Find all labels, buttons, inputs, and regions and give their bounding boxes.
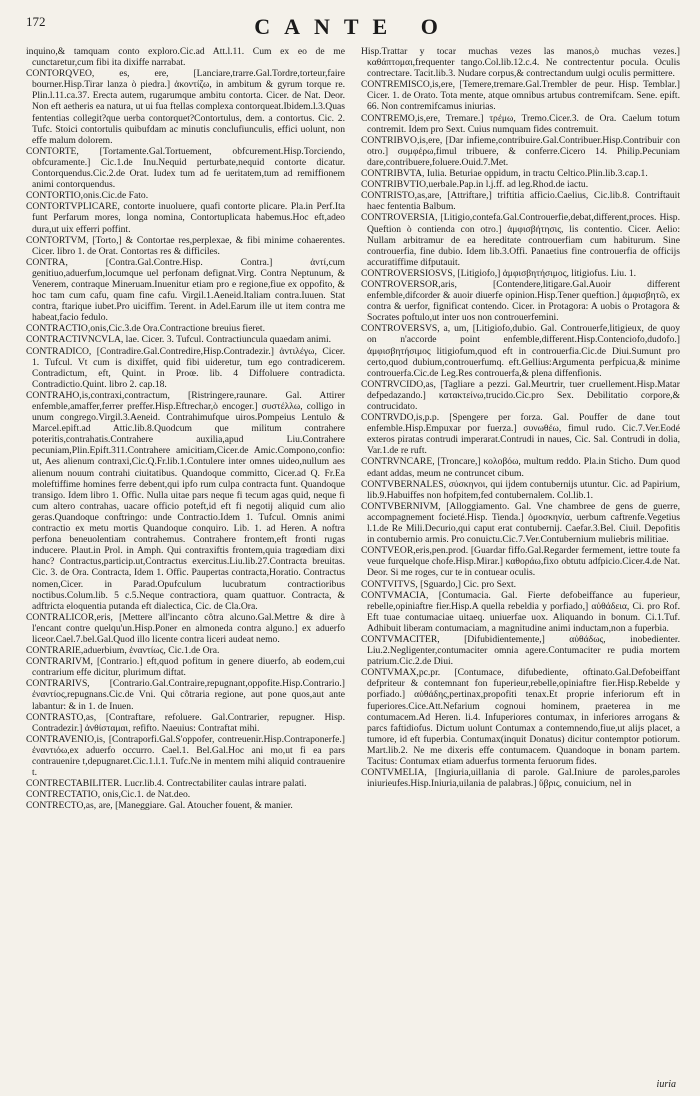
dictionary-entry: CONTVITVS, [Sguardo,] Cic. pro Sext.: [361, 578, 517, 590]
dictionary-entry: CONTORTE, [Tortamente.Gal.Tortuement, obfcurement.Hisp.Torciendo, obfcuramente.] Cic.1.de Inu.Nequid perturbate,nequid contorte dicatur. Contorquendus.Cic.2.de Orat. Iudex tum ad fe ueritatem,tum ad remiffionem animi contorquendus.: [26, 145, 345, 191]
dictionary-entry: CONTRAVENIO,is, [Contraporfi.Gal.S'oppofer, contreuenir.Hisp.Contraponerfe.] ἐναντιόω,ex aduerfo occurro. Cael.1. Bel.Gal.Hoc ani mo,ut fi ea pars contrauenire t,depugnaret.Cic.1.l.1. Tufc.Ne in mentem mihi aliquid contrauenire t.: [26, 733, 345, 779]
dictionary-entry: CONTRISTO,as,are, [Attriftare,] triftitia afficio.Caelius, Cic.lib.8. Contriftauit haec fententia Balbum.: [361, 190, 680, 213]
dictionary-entry: CONTORTIO,onis.Cic.de Fato.: [26, 190, 149, 202]
dictionary-entry: CONTORTVM, [Torto,] & Contortae res,perplexae, & fibi minime cohaerentes. Cicer. libro 1. de Orat. Contortas res & difficiles.: [26, 234, 345, 257]
dictionary-entry: Hisp.Trattar y tocar muchas vezes las manos,ò muchas vezes.] καθάπτομαι,frequenter tango.Col.lib.12.c.4. Ne contrectentur pocula. Oculis contrectare. Tacit.lib.3. Nudare corpus,& contrectandum uulgi oculis permittere.: [361, 46, 680, 80]
dictionary-entry: CONTREMO,is,ere, Tremare.] τρέμω, Tremo.Cicer.3. de Ora. Caelum totum contremit. Idem pro Sext. Cuius numquam fides contremuit.: [361, 112, 680, 135]
dictionary-entry: CONTVMACIA, [Contumacia. Gal. Fierte defobeiffance au fuperieur, rebelle,opiniaftre fier.Hisp.A quella rebeldia y porfiado,] αὐθάδεια, Ci. pro Rof. Eft tuae contumaciae uitaeq. uniuerfae uox. Aliquando in bonum. Ci.1.Tuf. Adhibuit liberam contumaciam, a magnitudine animi inductam,non a fuperbia.: [361, 589, 680, 634]
dictionary-entry: CONTRAHO,is,contraxi,contractum, [Ristringere,raunare. Gal. Attirer enfemble,amaffer,ferrer preffer.Hisp.Eftrechar,ò encoger.] συστέλλω, colligo in unum congrego.Virgil.3.Aeneid. Contrahimufque uiros.Pompeius Lentulo & Marcel.epift.ad Attic.lib.8.Quodcum que militum contrahere poteritis,contrahatis.Contrahere auxilia,apud Liu.Contrahere pecuniam,Plin.Epift.311.Contrahere amicitiam,Cicer.de Amic.Compono,confio: ut, Aes alienum contraxi,Cic.Q.Fr.lib.1.Contulere inter omnes uideo,nullum aes alienum nouum contrahi ciuitatibus. Quandoque committo, Cicer.ad Q. Fr.Ea moleftiffime homines ferre debent,qui ipfo rum culpa contracta funt. Quandoque transigo. Idem libro 1. Offic. Nulla uitae pars neque fi tecum agas quid, neque fi cum altero contrahas, uacare officio poteft,id eft fi negotij aliquid cum alio geras.Quandoque conftringo: unde Contractio.Idem 1. Tufcul. Omnis animi contractio ex metu mortis Quandoque conquiro. Lib. 1. ad Heren. A noftra perfona beneuolentiam contrahemus. Contrahere frontem,eft fronti rugas inducere. Plaut.in Prol. in Amph. Qui contraxiftis frontem,quia tragœdiam dixi hanc? Contractus,particip.ut,Contractus exercitus.Liu.lib.27.Contracta breuitas. Cic. 3. de Ora. Contracta, Idem 1. Offic. Paupertas contracta,Horatio. Contractus nomen,Cicer. in Parad.Opufculum lucubratum contractioribus noctibus.Colum.lib. 5 c.5.Neque contractiora, quam quattuor. Contracta, & adftricta eloquentia putanda eft dialectica, Cic. de Cla.Ora.: [26, 389, 345, 612]
dictionary-entry: CONTRADICO, [Contradire.Gal.Contredire,Hisp.Contradezir.] ἀντιλέγω, Cicer. 1. Tufcul. Vt cum is dixiffet, quid fibi uideretur, tum ego contradicerem. Contradictum, eft, Quint. in Proœ. lib. 4 Diffoluere contradicta. Contradictio.Quint. libro 2. cap.18.: [26, 345, 345, 390]
dictionary-entry: CONTROVERSIA, [Litigio,contefa.Gal.Controuerfie,debat,different,proces. Hisp. Queftion ò contienda con otro.] ἀμφισβήτησις, lis contentio. Cicer. Aelio: Nullam arbitramur de ea hereditate controuerfiam cum habiturum. Sine controuerfia, fine dubio. Idem lib.3.Offi. Panaetius fine controuerfia de officijs accuratiffime difputauit.: [361, 212, 680, 268]
dictionary-entry: CONTRVCIDO,as, [Tagliare a pezzi. Gal.Meurtrir, tuer cruellement.Hisp.Matar defpedazando.] κατακτείνω,trucido.Cic.pro Sex. Debilitatio corpore,& contrucidato.: [361, 378, 680, 412]
dictionary-entry: CONTVBERNIVM, [Alloggiamento. Gal. Vne chambree de gens de guerre, accompagnement focieté.Hisp. Tienda.] ὁμοσκηνία, uerbum caftrenfe.Vegetius l.1.de Re Mili.Decurio,qui caput erat contubernij. Caefar.3.Bel. Ciuil. Depofitis in contubernio armis. Pro conuictu.Cic.7.Ver.Contubernium muliebris militiae.: [361, 500, 680, 546]
dictionary-entry: CONTRARIE,aduerbium, ἐναντίως, Cic.1.de Ora.: [26, 645, 220, 657]
dictionary-entry: CONTVEOR,eris,pen.prod. [Guardar fiffo.Gal.Regarder fermement, iettre toute fa veue furquelque chofe.Hisp.Mirar.] καθοράω,fixo obtutu adfpicio.Cicer.4.de Nat. Deor. Si me roges, cur te in contuear oculis.: [361, 545, 680, 579]
page-header: [26, 14, 680, 42]
dictionary-entry: CONTROVERSIOSVS, [Litigiofo,] ἀμφισβητήσιμος, litigiofus. Liu. 1.: [361, 267, 637, 279]
dictionary-entry: CONTRIBVTIO,uerbale.Pap.in l.j.ff. ad leg.Rhod.de iactu.: [361, 179, 589, 191]
dictionary-entry: CONTRASTO,as, [Contraftare, refoluere. Gal.Contrarier, repugner. Hisp. Contradezir.] ἀνθίσταμαι, refifto. Naeuius: Contraftat mihi.: [26, 711, 345, 734]
left-column: [26, 46, 345, 1086]
running-head: CANTE O: [254, 14, 452, 39]
dictionary-entry: CONTROVERSVS, a, um, [Litigiofo,dubio. Gal. Controuerfe,litigieux, de quoy on n'accorde point enfemble,different.Hisp.Contenciofo,dudofo.] ἀμφισβητήσιμος litigiofum,quod eft in controuerfia.Cic.de Diui.Sumunt pro certo,quod dubium,controuerfumq. eft.Gellius:Argumenta perfpicua,& minime controuerfa.Cic.de Leg.Res controuerfa,& plena diffenfionis.: [361, 323, 680, 379]
dictionary-entry: CONTRIBVTA, Iulia. Beturiae oppidum, in tractu Celtico.Plin.lib.3.cap.1.: [361, 168, 648, 180]
dictionary-entry: CONTVMACITER, [Difubidientemente,] αὐθάδως, inobedienter. Liu.2.Negligenter,contumaciter omnia agere.Contumaciter re pudia mortem patrium.Cic.2.de Diui.: [361, 633, 680, 668]
dictionary-entry: CONTRECTABILITER. Lucr.lib.4. Contrectabiliter caulas intrare palati.: [26, 778, 307, 790]
dictionary-entry: CONTRALICOR,eris, [Mettere all'incanto côtra alcuno.Gal.Mettre & dire à l'encant contre quelqu'un.Hisp.Poner en almoneda contra alguno.] ex aduerfo liceor.Cael.7.bel.Gal.Quod illo licente contra liceri audeat nemo.: [26, 611, 345, 645]
dictionary-entry: CONTRARIVS, [Contrario.Gal.Contraire,repugnant,oppofite.Hisp.Contrario.] ἐναντίος,repugnans.Cic.de Vni. Qui côtraria regione, aut pone quos,aut ante labantur: & in 1. de Inuen.: [26, 678, 345, 712]
dictionary-entry: CONTRACTIVNCVLA, lae. Cicer. 3. Tufcul. Contractiuncula quaedam animi.: [26, 334, 332, 346]
dictionary-entry: CONTVMELIA, [Ingiuria,uillania di parole. Gal.Iniure de paroles,paroles iniurieufes.Hisp.Iniuria,uilania de palabras.] ὕβρις, conuicium, nel in: [361, 767, 680, 790]
dictionary-entry: CONTRVNCARE, [Troncare,] κολοβόω, multum reddo. Pla.in Sticho. Dum quod edant addas, meum ne contruncet cibum.: [361, 456, 680, 479]
dictionary-entry: CONTRACTIO,onis,Cic.3.de Ora.Contractione breuius fieret.: [26, 323, 265, 335]
dictionary-entry: CONTRIBVO,is,ere, [Dar infieme,contribuire.Gal.Contribuer.Hisp.Contribuir con otro.] συμφέρω,fimul tribuere, & conferre.Cicero 14. Philip.Pecuniam dare,contribuere,foluere.Ouid.7.Met.: [361, 134, 680, 168]
dictionary-entry: CONTRECTO,as, are, [Maneggiare. Gal. Atoucher fouent, & manier.: [26, 800, 293, 812]
text-columns: [26, 46, 680, 1086]
dictionary-entry: CONTVBERNALES, σύσκηνοι, qui ijdem contubernijs utuntur. Cic. ad Papirium, lib.9.Habuiffes non hofpitem,fed contubernalem. Col.lib.1.: [361, 478, 680, 501]
dictionary-entry: CONTRVDO,is,p.p. [Spengere per forza. Gal. Pouffer de dane tout enfemble.Hisp.Empuxar por fuerza.] συνωθέω, fimul rudo. Cic.7.Ver.Eodé exteros piratas contrudi imperarat.Contrudi in naues, Cic. Sal. Contrudi in dolia, Var.1.de re ruft.: [361, 412, 680, 457]
catchword: iuria: [656, 1079, 676, 1090]
dictionary-entry: CONTRA, [Contra.Gal.Contre.Hisp. Contra.] ἀντί,cum genitiuo,aduerfum,locumque uel perfonam defignat.Virg. Contra Neptunum, & Venerem, contraque Mineruam.Inuenitur etiam pro e regione,fiue ex oppofito, & hoc tam cum cafu, quam fine cafu. Virgil.1.Aeneid.Italiam contra.Iuuen. Stat contra, ftarique iubet.Pro uiciffim. Terent. in Adel.Earum ille ut item contra me habeat,facio fedulo.: [26, 256, 345, 324]
page-number: 172: [26, 14, 46, 29]
dictionary-entry: CONTRARIVM, [Contrario.] eft,quod pofitum in genere diuerfo, ab eodem,cui contrarium effe dicitur, plurimum diftat.: [26, 656, 345, 679]
dictionary-entry: CONTORQVEO, es, ere, [Lanciare,trarre.Gal.Tordre,torteur,faire bourner.Hisp.Tirar lanza ò piedra.] ἀκοντίζω, in ambitum & gyrum torque re. Plin.l.11.ca.37. Erecta autem, rugarumque ambitu contorta. Cicer. de Nat. Deor. Non eft aetheris ea natura, ut ui fua ftellas complexa contorqueat.Ibidem.l.3.Quas fententias collegit?que uerba contorquet?Contortulus, dem. a contortus. Cic. 2. Tufc. Stoici contortulis quibufdam ac minutis conclufiunculis, effici uolunt, non effe malum dolorem.: [26, 68, 345, 146]
dictionary-entry: CONTORTVPLICARE, contorte inuoluere, quafi contorte plicare. Pla.in Perf.Ita funt Perfarum mores, longa nomina, Contortuplicata habemus.Hoc eft,adeo dura,ut uix efferri poffint.: [26, 201, 345, 235]
dictionary-entry: CONTRECTATIO, onis,Cic.1. de Nat.deo.: [26, 789, 191, 801]
dictionary-entry: CONTREMISCO,is,ere, [Temere,tremare.Gal.Trembler de peur. Hisp. Temblar.] Cicer. 1. de Orato. Tota mente, atque omnibus artubus contremifcam. Sene. epift. 66. Non contremifcamus iniurias.: [361, 79, 680, 113]
dictionary-entry: CONTROVERSOR,aris, [Contendere,litigare.Gal.Auoir different enfemble,difcorder & auoir diuerfe opinion.Hisp.Tener queftion.] ἀμφισβητῶ, ex contra & uerfor, fignificat contendo. Cicer. in Protagora: A uobis o Protagora & Socrates poftulo,ut inter uos non controuerfemini.: [361, 278, 680, 324]
dictionary-entry: CONTVMAX,pc.pr. [Contumace, difubediente, oftinato.Gal.Defobeiffant defpriteur & contemnant fon fuperieur,rebelle,opiniaftre fier.Hisp.Rebelde y porfiado.] αὐθάδης,pertinax,propofiti tenax.Et proprie inferiorum eft in fuperiores.Cice.Att.Nefarium cognoui hominem, praeterea in me contumacem.Ad Heren. li.4. Infuperiores contumax, in inferiores arrogans & parcs faftidiofus. Dictum uolunt Contumax a contemnendo,fiue,ut alijs placet, a tumore, id eft fuperbia. Contumax(inquit Donatus) dicitur contemptor potiorum. Mart.lib.2. Ne me dixeris effe contumacem. Quandoque in bonam partem. Tacitus: Contumax etiam aduerfus tormenta feruorum fides.: [361, 667, 680, 767]
dictionary-entry: inquino,& tamquam conto exploro.Cic.ad Att.l.11. Cum ex eo de me cunctaretur,cum fibi ita dixiffe narrabat.: [26, 46, 345, 69]
right-column: [361, 46, 680, 1086]
